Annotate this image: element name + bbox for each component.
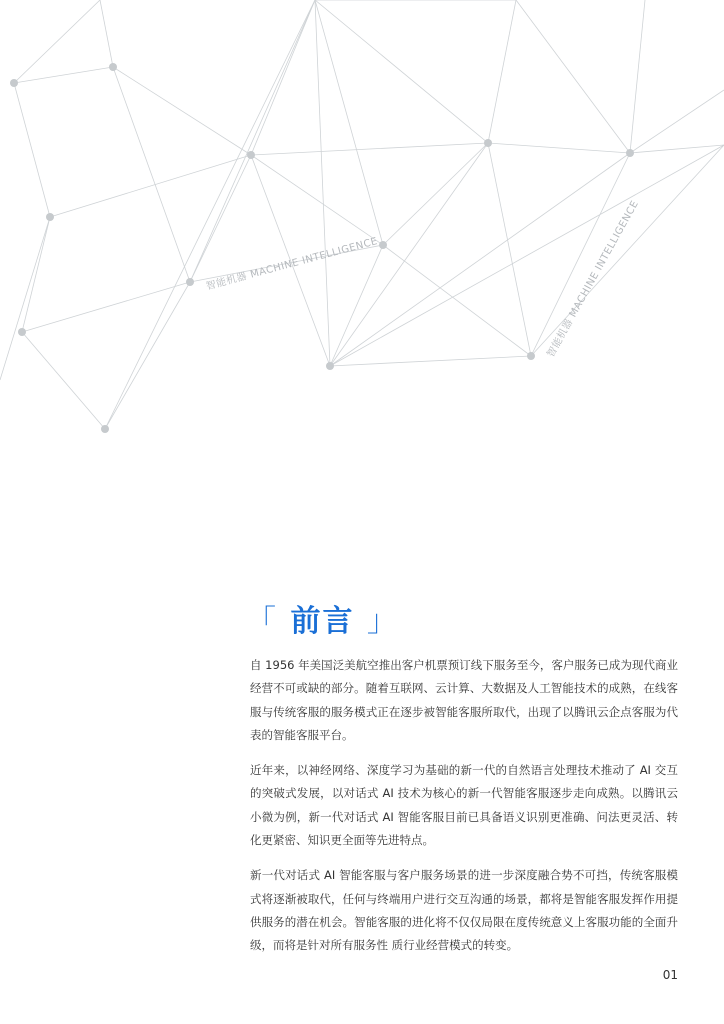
- network-edge: [330, 145, 724, 366]
- network-edge: [14, 83, 50, 217]
- network-edge: [105, 0, 315, 429]
- network-edge: [22, 217, 50, 332]
- title-close-bracket: 」: [366, 604, 399, 639]
- network-edge: [315, 0, 383, 245]
- network-node-icon: [484, 139, 492, 147]
- watermark-label: 智能机器 MACHINE INTELLIGENCE: [205, 236, 380, 293]
- network-edge: [630, 0, 645, 153]
- network-edge: [488, 0, 516, 143]
- network-edge: [100, 0, 113, 67]
- page-title: [246, 596, 399, 640]
- network-edge: [630, 145, 724, 153]
- watermark-label-vertical: 智能机器 MACHINE INTELLIGENCE: [545, 198, 642, 360]
- network-edge: [22, 332, 105, 429]
- paragraph: 自 1956 年美国泛美航空推出客户机票预订线下服务至今，客户服务已成为现代商业经营不可或缺的部分。随着互联网、云计算、大数据及人工智能技术的成熟，在线客服与传统客服的服务模式正在逐步被智能客服所取代，出现了以腾讯云企点客服为代表的智能客服平台。: [250, 658, 678, 742]
- network-edge: [383, 143, 488, 245]
- network-edge: [488, 143, 630, 153]
- network-edge: [330, 245, 383, 366]
- network-edge: [516, 0, 630, 153]
- network-edge: [113, 67, 190, 282]
- page-number: 01: [662, 968, 678, 982]
- paragraph: 新一代对话式 AI 智能客服与客户服务场景的进一步深度融合势不可挡，传统客服模式将逐渐被取代，任何与终端用户进行交互沟通的场景，都将是智能客服发挥作用提供服务的潜在机会。智能客服的进化将不仅仅局限在度传统意义上客服功能的全面升级，而将是针对所有服务性 质行业经营模式的转变。: [250, 868, 678, 953]
- network-edge: [190, 0, 315, 282]
- network-edge: [251, 0, 315, 155]
- network-edge: [531, 153, 630, 356]
- network-edge: [330, 143, 488, 366]
- network-edge: [315, 0, 330, 366]
- network-edge: [251, 155, 383, 245]
- network-edge: [14, 0, 100, 83]
- title-text: 前言: [290, 604, 355, 639]
- network-edge: [50, 155, 251, 217]
- network-node-icon: [186, 278, 194, 286]
- network-edge: [315, 0, 488, 143]
- network-edge: [190, 155, 251, 282]
- body-text: [250, 654, 678, 970]
- network-edge: [383, 245, 531, 356]
- title-open-bracket: 「: [246, 604, 278, 639]
- paragraph: 近年来，以神经网络、深度学习为基础的新一代的自然语言处理技术推动了 AI 交互的突破式发展，以对话式 AI 技术为核心的新一代智能客服逐步走向成熟。以腾讯云小微为例，新一代对话式 AI 智能客服目前已具备语义识别更准确、问法更灵活、转化更紧密、知识更全面等先进特点。: [250, 763, 678, 848]
- network-node-icon: [46, 213, 54, 221]
- network-edge: [330, 153, 630, 366]
- network-node-icon: [247, 151, 255, 159]
- network-edge: [251, 143, 488, 155]
- network-node-icon: [10, 79, 18, 87]
- network-node-icon: [18, 328, 26, 336]
- network-edge: [113, 67, 251, 155]
- network-node-icon: [379, 241, 387, 249]
- network-node-icon: [326, 362, 334, 370]
- network-node-icon: [109, 63, 117, 71]
- network-edge: [14, 67, 113, 83]
- network-node-icon: [527, 352, 535, 360]
- network-edge: [330, 356, 531, 366]
- network-edge: [630, 90, 724, 153]
- network-node-icon: [101, 425, 109, 433]
- network-edge: [105, 282, 190, 429]
- network-node-icon: [626, 149, 634, 157]
